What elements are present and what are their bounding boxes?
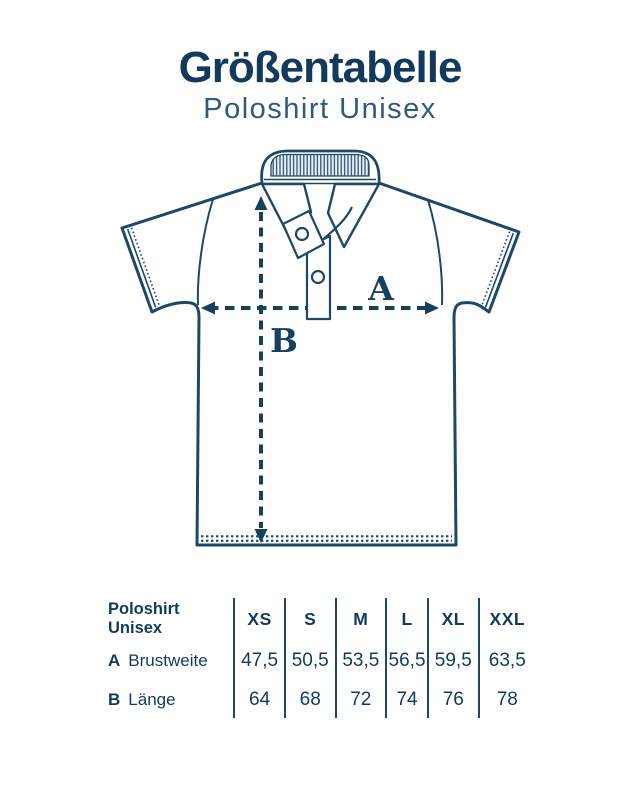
size-col-header: XL [441, 608, 465, 629]
size-value-cell: 47,5 [241, 650, 279, 671]
size-column-m [335, 598, 386, 718]
size-column-s [284, 598, 335, 718]
size-value-cell: 56,5 [388, 650, 426, 671]
placket-button [312, 271, 324, 283]
size-col-header: L [401, 608, 413, 629]
size-value-cell: 53,5 [342, 650, 380, 671]
page-title: Größentabelle [178, 43, 462, 92]
size-value-cell: 78 [496, 689, 518, 710]
size-column-xxl [478, 598, 535, 718]
placket-button [296, 228, 308, 240]
size-table [103, 598, 535, 718]
size-value-cell: 68 [299, 689, 321, 710]
size-col-header: M [353, 608, 369, 629]
size-col-header: XXL [489, 608, 526, 629]
size-value-cell: 64 [249, 689, 271, 710]
row-label-brustweite: A Brustweite [108, 651, 208, 670]
page-subtitle: Poloshirt Unisex [203, 93, 437, 125]
size-value-cell: 50,5 [291, 650, 329, 671]
measure-label-a: A [368, 269, 394, 308]
row-label-laenge: B Länge [108, 690, 176, 709]
measure-label-b: B [270, 321, 298, 360]
size-column-xl [427, 598, 478, 718]
size-value-cell: 76 [442, 689, 464, 710]
size-column-xs [233, 598, 284, 718]
table-product-label: Poloshirt Unisex [108, 600, 180, 637]
size-value-cell: 63,5 [488, 650, 526, 671]
table-label-column [103, 598, 233, 718]
collar-ribbing [271, 155, 369, 177]
size-value-cell: 72 [350, 689, 372, 710]
size-col-header: S [304, 608, 317, 629]
size-value-cell: 74 [396, 689, 418, 710]
size-column-l [385, 598, 427, 718]
size-col-header: XS [247, 608, 272, 629]
size-value-cell: 59,5 [434, 650, 472, 671]
